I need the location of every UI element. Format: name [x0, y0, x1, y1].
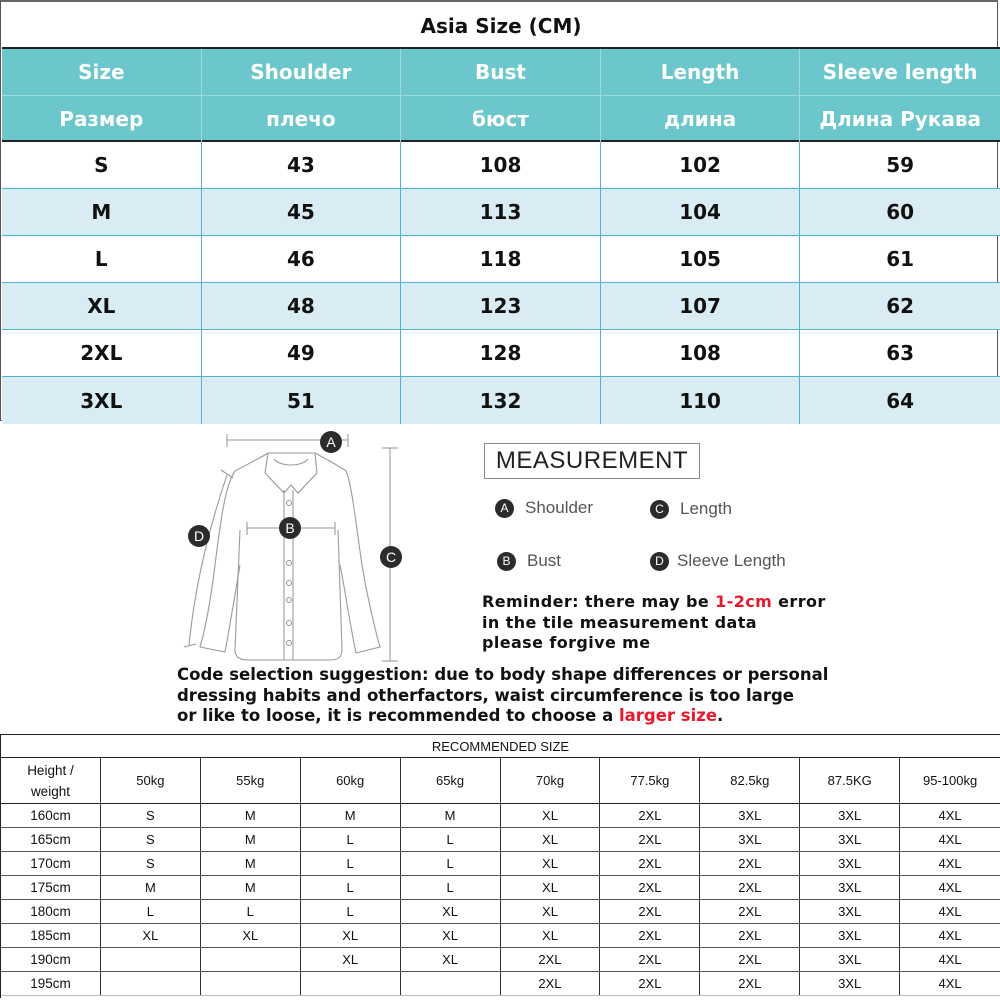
cell-size: 3XL	[2, 377, 202, 424]
cell-shoulder: 43	[202, 142, 402, 188]
cell-sleeve: 60	[886, 200, 915, 224]
size-cell: 2XL	[700, 948, 800, 971]
size-cell: M	[401, 804, 501, 827]
size-cell: M	[101, 876, 201, 899]
suggestion-highlight: larger size	[618, 706, 718, 725]
suggestion-line1: Code selection suggestion: due to body shape differences or personal	[177, 665, 829, 684]
header-size: Size	[2, 49, 202, 95]
cell-shoulder: 48	[202, 283, 402, 329]
size-cell: 4XL	[938, 832, 962, 847]
cell-length: 108	[601, 330, 801, 376]
size-cell: 3XL	[700, 804, 800, 827]
size-cell: XL	[501, 900, 601, 923]
size-cell: 3XL	[800, 948, 900, 971]
cell-length: 104	[601, 189, 801, 235]
weight-header: 65kg	[401, 758, 501, 803]
size-cell: 4XL	[938, 808, 962, 823]
table-row	[1, 948, 1000, 972]
cell-length: 105	[601, 236, 801, 282]
marker-d-icon: D	[650, 552, 669, 571]
size-cell: L	[401, 852, 501, 875]
marker-c-icon: C	[650, 500, 669, 519]
cell-shoulder: 49	[202, 330, 402, 376]
height-cell: 175cm	[1, 876, 101, 899]
cell-bust: 113	[401, 189, 601, 235]
cell-size: 2XL	[2, 330, 202, 376]
suggestion-line2: dressing habits and otherfactors, waist circumference is too large	[177, 685, 794, 705]
header-shoulder: Shoulder	[202, 49, 402, 95]
size-cell: 2XL	[700, 924, 800, 947]
suggestion-suffix: .	[717, 706, 724, 725]
size-cell: S	[101, 804, 201, 827]
size-cell: 3XL	[800, 804, 900, 827]
cell-bust: 132	[401, 377, 601, 424]
header-bust: Bust	[401, 49, 601, 95]
cell-sleeve: 62	[886, 294, 915, 318]
marker-d-icon: D	[188, 525, 210, 547]
size-cell: 3XL	[800, 828, 900, 851]
size-cell: L	[301, 876, 401, 899]
size-cell: 2XL	[700, 876, 800, 899]
marker-b-icon: B	[279, 517, 301, 539]
size-cell: XL	[401, 924, 501, 947]
size-chart-title: Asia Size (CM)	[2, 4, 1000, 49]
size-suggestion-note	[177, 665, 837, 727]
cell-shoulder: 51	[202, 377, 402, 424]
size-cell: XL	[501, 852, 601, 875]
size-cell: 4XL	[938, 928, 962, 943]
cell-size: S	[2, 142, 202, 188]
size-cell: 3XL	[800, 900, 900, 923]
size-cell: XL	[501, 924, 601, 947]
size-chart-header	[2, 49, 1000, 142]
header-shoulder-ru: плечо	[202, 96, 402, 142]
size-cell	[101, 972, 201, 995]
weight-header: 77.5kg	[600, 758, 700, 803]
corner-line1: Height /	[27, 762, 74, 778]
table-row	[2, 377, 1000, 424]
cell-sleeve: 59	[886, 153, 915, 177]
cell-sleeve: 61	[886, 247, 915, 271]
size-cell: S	[101, 852, 201, 875]
cell-size: XL	[2, 283, 202, 329]
cell-shoulder: 46	[202, 236, 402, 282]
size-cell: 4XL	[938, 904, 962, 919]
header-bust-ru: бюст	[401, 96, 601, 142]
cell-size: L	[2, 236, 202, 282]
header-length-ru: длина	[601, 96, 801, 142]
size-cell: 3XL	[800, 924, 900, 947]
legend-shoulder	[495, 498, 593, 518]
size-cell	[101, 948, 201, 971]
size-cell: L	[401, 876, 501, 899]
size-cell: M	[201, 804, 301, 827]
legend-label: Length	[680, 499, 732, 518]
size-cell: 3XL	[800, 876, 900, 899]
size-cell: L	[301, 852, 401, 875]
reminder-highlight: 1-2cm	[715, 592, 773, 611]
size-cell: XL	[501, 876, 601, 899]
size-cell: L	[101, 900, 201, 923]
recommended-size-table	[0, 734, 1000, 998]
cell-shoulder: 45	[202, 189, 402, 235]
size-cell: M	[201, 852, 301, 875]
recommended-title: RECOMMENDED SIZE	[1, 735, 1000, 758]
size-cell: 2XL	[700, 900, 800, 923]
size-cell: 3XL	[800, 972, 900, 995]
size-cell: 4XL	[938, 952, 962, 967]
recommended-body	[1, 804, 1000, 996]
weight-header: 82.5kg	[700, 758, 800, 803]
cell-length: 110	[601, 377, 801, 424]
weight-header: 95-100kg	[923, 773, 978, 788]
size-cell: XL	[201, 924, 301, 947]
table-row	[1, 972, 1000, 996]
weight-header: 87.5KG	[800, 758, 900, 803]
size-cell: 2XL	[600, 924, 700, 947]
reminder-line3: please forgive me	[482, 633, 651, 652]
header-size-ru: Размер	[2, 96, 202, 142]
marker-a-icon: A	[320, 431, 342, 453]
header-row-english	[2, 49, 1000, 96]
height-cell: 160cm	[1, 804, 101, 827]
suggestion-line3: or like to loose, it is recommended to choose a	[177, 706, 619, 725]
size-cell: 4XL	[938, 856, 962, 871]
cell-length: 107	[601, 283, 801, 329]
table-row	[2, 283, 1000, 330]
table-row	[2, 189, 1000, 236]
table-row	[2, 330, 1000, 377]
size-cell: XL	[401, 900, 501, 923]
size-cell: L	[201, 900, 301, 923]
asia-size-chart	[0, 0, 998, 421]
height-cell: 165cm	[1, 828, 101, 851]
height-cell: 195cm	[1, 972, 101, 995]
size-cell: L	[401, 828, 501, 851]
size-cell: M	[301, 804, 401, 827]
legend-label: Shoulder	[525, 498, 594, 517]
size-cell: 3XL	[800, 852, 900, 875]
table-row	[1, 828, 1000, 852]
size-cell: L	[301, 900, 401, 923]
cell-bust: 118	[401, 236, 601, 282]
table-row	[1, 852, 1000, 876]
height-cell: 170cm	[1, 852, 101, 875]
table-row	[2, 236, 1000, 283]
size-cell	[201, 972, 301, 995]
weight-header: 55kg	[201, 758, 301, 803]
height-cell: 190cm	[1, 948, 101, 971]
size-cell: 2XL	[700, 972, 800, 995]
size-cell	[301, 972, 401, 995]
size-cell: 2XL	[600, 828, 700, 851]
cell-length: 102	[601, 142, 801, 188]
header-sleeve-length-ru: Длина Рукава	[819, 107, 981, 131]
weight-header: 70kg	[501, 758, 601, 803]
table-row	[1, 876, 1000, 900]
reminder-note	[482, 592, 842, 654]
table-row	[2, 142, 1000, 189]
size-cell: 2XL	[501, 972, 601, 995]
size-cell: 3XL	[700, 828, 800, 851]
reminder-suffix: error	[772, 592, 826, 611]
size-cell: 2XL	[600, 876, 700, 899]
cell-size: M	[2, 189, 202, 235]
legend-label: Bust	[527, 551, 562, 570]
legend-length	[650, 499, 732, 519]
legend-sleeve-length	[650, 551, 786, 571]
corner-line2: weight	[30, 783, 70, 799]
size-cell: M	[201, 876, 301, 899]
size-chart-body	[2, 142, 1000, 424]
header-sleeve-length: Sleeve length	[822, 60, 978, 84]
size-cell: XL	[501, 828, 601, 851]
header-row-russian	[2, 96, 1000, 142]
size-cell: 4XL	[938, 976, 962, 991]
size-cell: XL	[501, 804, 601, 827]
measurement-title: MEASUREMENT	[484, 443, 700, 479]
height-cell: 185cm	[1, 924, 101, 947]
size-cell: 2XL	[600, 972, 700, 995]
cell-sleeve: 63	[886, 341, 915, 365]
size-cell: 2XL	[600, 852, 700, 875]
cell-bust: 128	[401, 330, 601, 376]
size-cell: XL	[101, 924, 201, 947]
legend-label: Sleeve Length	[677, 551, 786, 570]
size-cell: 2XL	[600, 804, 700, 827]
shirt-measurement-diagram	[170, 425, 420, 665]
size-cell: L	[301, 828, 401, 851]
size-cell: 4XL	[938, 880, 962, 895]
weight-header: 50kg	[101, 758, 201, 803]
table-row	[1, 924, 1000, 948]
legend-bust	[497, 551, 561, 571]
header-length: Length	[601, 49, 801, 95]
size-cell: M	[201, 828, 301, 851]
marker-a-icon: A	[495, 499, 514, 518]
size-cell: XL	[401, 948, 501, 971]
size-cell	[201, 948, 301, 971]
size-cell: S	[101, 828, 201, 851]
shirt-outline-icon	[170, 425, 420, 665]
marker-b-icon: B	[497, 552, 516, 571]
height-cell: 180cm	[1, 900, 101, 923]
size-cell	[401, 972, 501, 995]
table-row	[1, 804, 1000, 828]
size-cell: 2XL	[501, 948, 601, 971]
size-cell: XL	[301, 948, 401, 971]
reminder-prefix: Reminder: there may be	[482, 592, 716, 611]
size-cell: XL	[301, 924, 401, 947]
cell-sleeve: 64	[886, 388, 915, 413]
cell-bust: 123	[401, 283, 601, 329]
table-row	[1, 900, 1000, 924]
cell-bust: 108	[401, 142, 601, 188]
reminder-line2: in the tile measurement data	[482, 612, 757, 632]
corner-header	[1, 758, 101, 803]
weight-header: 60kg	[301, 758, 401, 803]
weight-header-row	[1, 758, 1000, 804]
size-cell: 2XL	[600, 900, 700, 923]
marker-c-icon: C	[380, 546, 402, 568]
size-cell: 2XL	[700, 852, 800, 875]
size-cell: 2XL	[600, 948, 700, 971]
